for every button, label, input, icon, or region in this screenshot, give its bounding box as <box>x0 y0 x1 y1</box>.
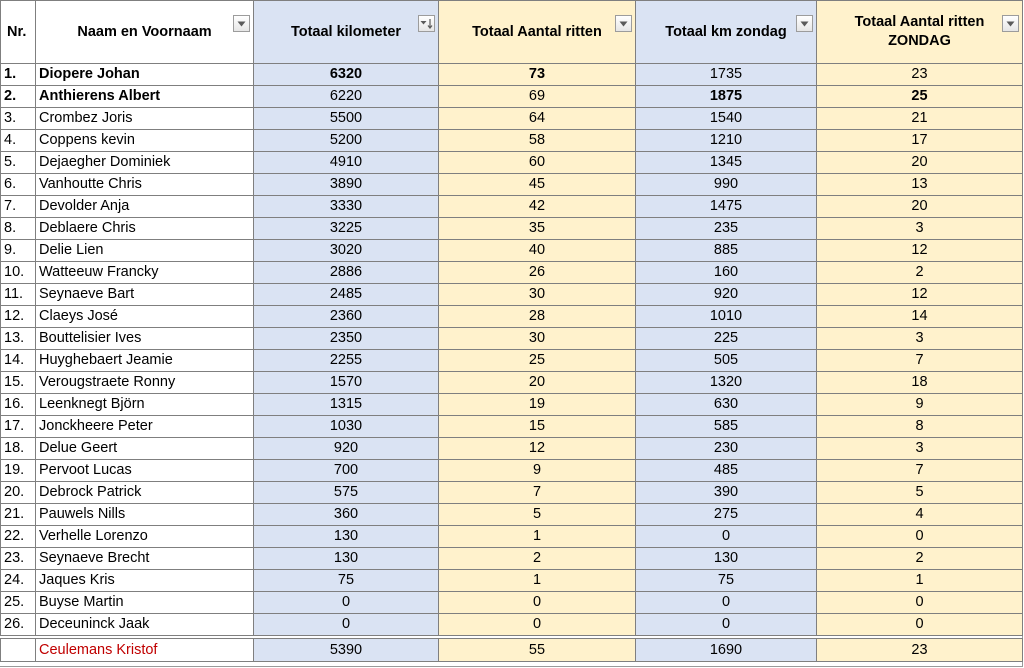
dropdown-arrow-icon[interactable] <box>233 15 250 32</box>
cell-rides-sunday[interactable]: 3 <box>817 218 1023 240</box>
cell-name[interactable]: Vanhoutte Chris <box>36 174 254 196</box>
table-row <box>1 526 1023 548</box>
cell-name[interactable]: Verhelle Lorenzo <box>36 526 254 548</box>
cell-km[interactable]: 3225 <box>254 218 439 240</box>
cell-nr[interactable]: 11. <box>1 284 36 306</box>
cell-rides-sunday[interactable]: 7 <box>817 350 1023 372</box>
cell-km-sunday[interactable]: 130 <box>636 548 817 570</box>
cell-name[interactable]: Jonckheere Peter <box>36 416 254 438</box>
dropdown-arrow-icon[interactable] <box>796 15 813 32</box>
cell-nr[interactable]: 24. <box>1 570 36 592</box>
cell-name[interactable]: Bouttelisier Ives <box>36 328 254 350</box>
cell-km[interactable]: 5200 <box>254 130 439 152</box>
table-row <box>1 416 1023 438</box>
cell-rides-sunday[interactable]: 5 <box>817 482 1023 504</box>
header-row <box>1 1 1023 64</box>
table-row <box>1 108 1023 130</box>
cell-km-sunday[interactable]: 1475 <box>636 196 817 218</box>
cell-km[interactable]: 5500 <box>254 108 439 130</box>
cell-rides-sunday[interactable]: 17 <box>817 130 1023 152</box>
cell-rides[interactable]: 5 <box>439 504 636 526</box>
cell-rides[interactable]: 2 <box>439 548 636 570</box>
cell-nr[interactable]: 2. <box>1 86 36 108</box>
cell-rides-sunday[interactable]: 2 <box>817 262 1023 284</box>
header-nr-label: Nr. <box>7 23 27 40</box>
cell-km-sunday[interactable]: 1690 <box>636 639 817 662</box>
cell-rides[interactable]: 0 <box>439 614 636 636</box>
table-row <box>1 262 1023 284</box>
cell-rides[interactable]: 26 <box>439 262 636 284</box>
cell-rides-sunday[interactable]: 23 <box>817 639 1023 662</box>
table-row <box>1 482 1023 504</box>
cell-km[interactable]: 2360 <box>254 306 439 328</box>
cell-nr[interactable]: 21. <box>1 504 36 526</box>
extra-row <box>1 639 1023 662</box>
cell-km[interactable]: 0 <box>254 592 439 614</box>
cell-nr[interactable]: 1. <box>1 64 36 86</box>
cell-rides[interactable]: 25 <box>439 350 636 372</box>
cell-nr[interactable]: 16. <box>1 394 36 416</box>
table-row <box>1 284 1023 306</box>
dropdown-arrow-icon[interactable] <box>1002 15 1019 32</box>
cell-rides-sunday[interactable]: 25 <box>817 86 1023 108</box>
cell-name[interactable]: Debrock Patrick <box>36 482 254 504</box>
cell-rides-sunday[interactable]: 9 <box>817 394 1023 416</box>
cell-name[interactable]: Leenknegt Björn <box>36 394 254 416</box>
cell-name[interactable]: Devolder Anja <box>36 196 254 218</box>
cell-km[interactable]: 0 <box>254 614 439 636</box>
cell-rides-sunday[interactable]: 0 <box>817 526 1023 548</box>
table-row <box>1 592 1023 614</box>
sort-descending-filter-icon[interactable] <box>418 15 435 32</box>
cell-km[interactable]: 575 <box>254 482 439 504</box>
header-km-sunday <box>636 1 817 64</box>
cell-rides-sunday[interactable]: 0 <box>817 592 1023 614</box>
cell-rides[interactable]: 58 <box>439 130 636 152</box>
cell-km[interactable]: 75 <box>254 570 439 592</box>
header-km-label: Totaal kilometer <box>290 23 402 40</box>
cell-km-sunday[interactable]: 0 <box>636 592 817 614</box>
cell-rides[interactable]: 15 <box>439 416 636 438</box>
cell-nr[interactable]: 4. <box>1 130 36 152</box>
table-row <box>1 196 1023 218</box>
cell-rides-sunday[interactable]: 18 <box>817 372 1023 394</box>
cell-rides[interactable]: 19 <box>439 394 636 416</box>
cell-nr[interactable]: 14. <box>1 350 36 372</box>
cell-km-sunday[interactable]: 230 <box>636 438 817 460</box>
cell-name[interactable]: Seynaeve Bart <box>36 284 254 306</box>
cell-rides-sunday[interactable]: 14 <box>817 306 1023 328</box>
cell-nr[interactable]: 23. <box>1 548 36 570</box>
cell-rides[interactable]: 20 <box>439 372 636 394</box>
cell-km[interactable]: 2485 <box>254 284 439 306</box>
cell-km[interactable]: 6320 <box>254 64 439 86</box>
cell-rides-sunday[interactable]: 4 <box>817 504 1023 526</box>
cell-name[interactable]: Delue Geert <box>36 438 254 460</box>
table-row <box>1 460 1023 482</box>
cell-km-sunday[interactable]: 0 <box>636 614 817 636</box>
table-body <box>1 64 1023 662</box>
table-row <box>1 306 1023 328</box>
cell-rides-sunday[interactable]: 3 <box>817 328 1023 350</box>
table-row <box>1 350 1023 372</box>
cell-km[interactable]: 1315 <box>254 394 439 416</box>
cell-nr[interactable]: 6. <box>1 174 36 196</box>
cell-km-sunday[interactable]: 630 <box>636 394 817 416</box>
cell-km-sunday[interactable]: 390 <box>636 482 817 504</box>
cell-km-sunday[interactable]: 1210 <box>636 130 817 152</box>
cell-km-sunday[interactable]: 1320 <box>636 372 817 394</box>
cell-rides[interactable]: 69 <box>439 86 636 108</box>
cell-rides[interactable]: 1 <box>439 526 636 548</box>
cell-name[interactable]: Deceuninck Jaak <box>36 614 254 636</box>
cell-rides[interactable]: 9 <box>439 460 636 482</box>
cell-rides-sunday[interactable]: 0 <box>817 614 1023 636</box>
cell-km-sunday[interactable]: 990 <box>636 174 817 196</box>
cell-rides[interactable]: 30 <box>439 328 636 350</box>
cell-km-sunday[interactable]: 585 <box>636 416 817 438</box>
table-row <box>1 174 1023 196</box>
cell-km-sunday[interactable]: 0 <box>636 526 817 548</box>
cell-km-sunday[interactable]: 1875 <box>636 86 817 108</box>
cell-name[interactable]: Delie Lien <box>36 240 254 262</box>
table-row <box>1 86 1023 108</box>
cell-km[interactable]: 4910 <box>254 152 439 174</box>
cell-km-sunday[interactable]: 235 <box>636 218 817 240</box>
header-rides-label: Totaal Aantal ritten <box>472 23 602 40</box>
cell-km[interactable]: 2350 <box>254 328 439 350</box>
cell-km[interactable]: 1570 <box>254 372 439 394</box>
cell-name[interactable]: Jaques Kris <box>36 570 254 592</box>
cell-rides[interactable]: 73 <box>439 64 636 86</box>
cell-name[interactable]: Pauwels Nills <box>36 504 254 526</box>
cell-name[interactable]: Buyse Martin <box>36 592 254 614</box>
header-name <box>36 1 254 64</box>
cell-nr[interactable]: 3. <box>1 108 36 130</box>
table-row <box>1 570 1023 592</box>
cell-km-sunday[interactable]: 485 <box>636 460 817 482</box>
cell-rides-sunday[interactable]: 1 <box>817 570 1023 592</box>
header-rides-sunday-label-line2: ZONDAG <box>888 33 951 49</box>
cell-name[interactable]: Huyghebaert Jeamie <box>36 350 254 372</box>
cell-nr[interactable]: 5. <box>1 152 36 174</box>
cell-name[interactable]: Coppens kevin <box>36 130 254 152</box>
cell-name[interactable]: Pervoot Lucas <box>36 460 254 482</box>
cell-km[interactable]: 3020 <box>254 240 439 262</box>
cell-nr[interactable]: 20. <box>1 482 36 504</box>
cell-rides-sunday[interactable]: 3 <box>817 438 1023 460</box>
cell-km[interactable]: 6220 <box>254 86 439 108</box>
cell-km-sunday[interactable]: 225 <box>636 328 817 350</box>
cell-km-sunday[interactable]: 1010 <box>636 306 817 328</box>
cell-name[interactable]: Ceulemans Kristof <box>36 639 254 662</box>
cell-km[interactable]: 5390 <box>254 639 439 662</box>
cell-name[interactable]: Claeys José <box>36 306 254 328</box>
header-rides-sunday-label-line1: Totaal Aantal ritten <box>854 14 985 30</box>
table-row <box>1 548 1023 570</box>
cell-rides-sunday[interactable]: 7 <box>817 460 1023 482</box>
cell-nr[interactable]: 15. <box>1 372 36 394</box>
cell-name[interactable]: Verougstraete Ronny <box>36 372 254 394</box>
cell-km[interactable]: 2255 <box>254 350 439 372</box>
cell-name[interactable]: Seynaeve Brecht <box>36 548 254 570</box>
cell-nr[interactable]: 10. <box>1 262 36 284</box>
cell-km[interactable]: 130 <box>254 526 439 548</box>
cell-km[interactable]: 3330 <box>254 196 439 218</box>
table-row <box>1 504 1023 526</box>
cell-km[interactable]: 2886 <box>254 262 439 284</box>
cell-rides[interactable]: 45 <box>439 174 636 196</box>
cell-rides-sunday[interactable]: 20 <box>817 196 1023 218</box>
cell-rides[interactable]: 28 <box>439 306 636 328</box>
table-row <box>1 152 1023 174</box>
cell-km-sunday[interactable]: 1735 <box>636 64 817 86</box>
cell-nr[interactable]: 22. <box>1 526 36 548</box>
cell-km[interactable]: 1030 <box>254 416 439 438</box>
cell-rides-sunday[interactable]: 12 <box>817 240 1023 262</box>
cell-rides-sunday[interactable]: 20 <box>817 152 1023 174</box>
cell-nr[interactable]: 26. <box>1 614 36 636</box>
cell-nr[interactable]: 17. <box>1 416 36 438</box>
cell-km[interactable]: 360 <box>254 504 439 526</box>
cell-rides-sunday[interactable]: 21 <box>817 108 1023 130</box>
cell-name[interactable]: Deblaere Chris <box>36 218 254 240</box>
cell-nr[interactable]: 19. <box>1 460 36 482</box>
cell-rides[interactable]: 7 <box>439 482 636 504</box>
cell-rides[interactable]: 0 <box>439 592 636 614</box>
table-row <box>1 438 1023 460</box>
cell-km[interactable]: 700 <box>254 460 439 482</box>
cell-km-sunday[interactable]: 1540 <box>636 108 817 130</box>
table-row <box>1 218 1023 240</box>
header-km-sunday-label: Totaal km zondag <box>665 23 787 40</box>
table-row <box>1 394 1023 416</box>
cell-km-sunday[interactable]: 505 <box>636 350 817 372</box>
cell-rides[interactable]: 55 <box>439 639 636 662</box>
cell-name[interactable]: Watteeuw Francky <box>36 262 254 284</box>
dropdown-arrow-icon[interactable] <box>615 15 632 32</box>
cell-rides[interactable]: 64 <box>439 108 636 130</box>
cell-rides-sunday[interactable]: 2 <box>817 548 1023 570</box>
cell-nr[interactable]: 7. <box>1 196 36 218</box>
cell-rides[interactable]: 12 <box>439 438 636 460</box>
header-km <box>254 1 439 64</box>
cell-rides[interactable]: 42 <box>439 196 636 218</box>
cell-km[interactable]: 3890 <box>254 174 439 196</box>
table-row <box>1 240 1023 262</box>
header-rides-sunday <box>817 1 1023 64</box>
header-nr <box>1 1 36 64</box>
cell-km-sunday[interactable]: 275 <box>636 504 817 526</box>
cell-rides[interactable]: 40 <box>439 240 636 262</box>
cell-nr[interactable]: 9. <box>1 240 36 262</box>
cell-rides-sunday[interactable]: 23 <box>817 64 1023 86</box>
cell-nr[interactable]: 8. <box>1 218 36 240</box>
table-row <box>1 372 1023 394</box>
header-name-label: Naam en Voornaam <box>77 23 212 40</box>
cell-km-sunday[interactable]: 885 <box>636 240 817 262</box>
table-row <box>1 130 1023 152</box>
cell-km-sunday[interactable]: 1345 <box>636 152 817 174</box>
cell-rides[interactable]: 60 <box>439 152 636 174</box>
cell-nr[interactable]: 25. <box>1 592 36 614</box>
cell-nr[interactable] <box>1 639 36 662</box>
cell-rides[interactable]: 35 <box>439 218 636 240</box>
table-row <box>1 64 1023 86</box>
cell-name[interactable]: Diopere Johan <box>36 64 254 86</box>
cell-rides-sunday[interactable]: 13 <box>817 174 1023 196</box>
cell-km[interactable]: 130 <box>254 548 439 570</box>
table-row <box>1 328 1023 350</box>
header-rides <box>439 1 636 64</box>
cell-rides-sunday[interactable]: 12 <box>817 284 1023 306</box>
cell-rides[interactable]: 1 <box>439 570 636 592</box>
cell-km[interactable]: 920 <box>254 438 439 460</box>
cell-name[interactable]: Dejaegher Dominiek <box>36 152 254 174</box>
table-row <box>1 614 1023 636</box>
cell-km-sunday[interactable]: 160 <box>636 262 817 284</box>
cell-name[interactable]: Anthierens Albert <box>36 86 254 108</box>
cell-nr[interactable]: 18. <box>1 438 36 460</box>
cell-rides-sunday[interactable]: 8 <box>817 416 1023 438</box>
cell-nr[interactable]: 12. <box>1 306 36 328</box>
cell-rides[interactable]: 30 <box>439 284 636 306</box>
cell-name[interactable]: Crombez Joris <box>36 108 254 130</box>
cell-nr[interactable]: 13. <box>1 328 36 350</box>
cell-km-sunday[interactable]: 920 <box>636 284 817 306</box>
cell-km-sunday[interactable]: 75 <box>636 570 817 592</box>
